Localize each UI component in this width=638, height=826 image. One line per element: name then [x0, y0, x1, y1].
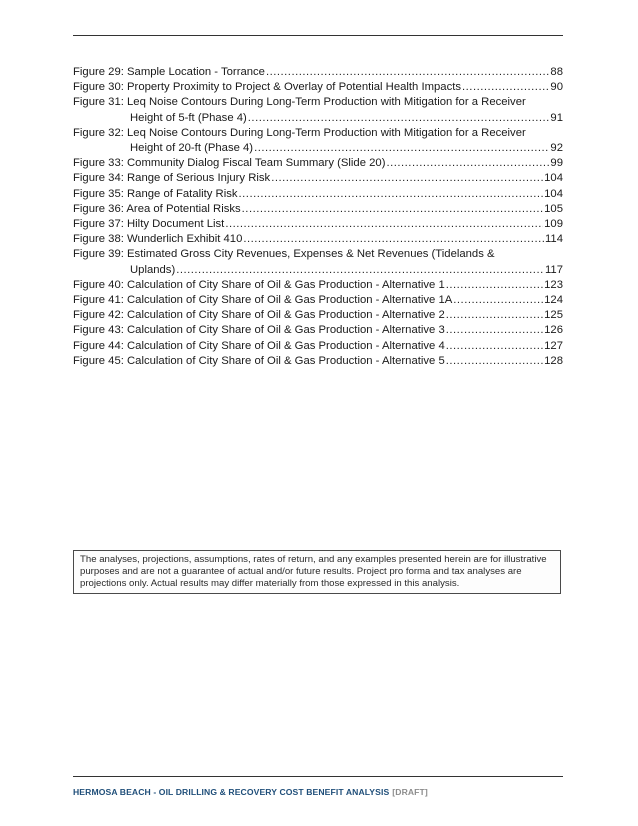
toc-entry[interactable]	[73, 156, 563, 171]
toc-entry-label	[73, 354, 445, 369]
dot-leader	[386, 156, 549, 171]
toc-entry-label	[73, 171, 270, 186]
page-number: 127	[544, 339, 563, 352]
disclaimer-box	[73, 550, 561, 594]
table-of-figures	[73, 65, 563, 369]
figure-title: Calculation of City Share of Oil & Gas Production - Alternative 5	[127, 354, 445, 367]
dot-leader	[243, 232, 544, 247]
toc-entry[interactable]	[73, 354, 563, 369]
footer	[73, 787, 428, 797]
page-number: 99	[550, 157, 563, 170]
toc-entry-label	[73, 293, 452, 308]
toc-entry[interactable]	[73, 232, 563, 247]
page-number: 126	[544, 324, 563, 337]
header-rule	[73, 35, 563, 36]
page-number: 114	[544, 233, 563, 246]
footer-title: HERMOSA BEACH - OIL DRILLING & RECOVERY COST BENEFIT ANALYSIS	[73, 787, 390, 797]
figure-number: Figure 29:	[73, 66, 124, 78]
toc-entry[interactable]	[73, 293, 563, 308]
figure-title: Calculation of City Share of Oil & Gas Production - Alternative 3	[127, 324, 445, 337]
toc-entry[interactable]	[73, 171, 563, 186]
figure-title: Community Dialog Fiscal Team Summary (Slide 20)	[127, 157, 386, 170]
figure-number: Figure 43:	[73, 324, 124, 337]
toc-entry[interactable]	[73, 202, 563, 217]
toc-entry-row	[73, 354, 563, 369]
figure-number: Figure 32:	[73, 126, 124, 139]
figure-number: Figure 37:	[73, 218, 124, 231]
toc-entry-label	[73, 156, 385, 171]
toc-entry-label	[73, 232, 242, 247]
toc-entry-row	[73, 293, 563, 308]
toc-entry-label	[73, 187, 238, 202]
page-number: 92	[550, 142, 563, 155]
figure-number: Figure 33:	[73, 157, 124, 170]
toc-entry-label	[73, 323, 445, 338]
figure-number: Figure 31:	[73, 96, 124, 109]
toc-entry-row	[73, 111, 563, 126]
dot-leader	[446, 278, 543, 293]
figure-title: Calculation of City Share of Oil & Gas Production - Alternative 1A	[127, 294, 453, 307]
toc-entry[interactable]	[73, 126, 563, 156]
page-number: 88	[550, 66, 563, 78]
figure-number: Figure 42:	[73, 309, 124, 322]
footer-draft-tag: [DRAFT]	[392, 787, 428, 797]
toc-entry-row	[73, 156, 563, 171]
disclaimer-text: The analyses, projections, assumptions, rates of return, and any examples presented herein are for illustrative purposes and are not a guarantee of actual and/or future results. Project pro forma and tax analyses are projections only. Actual results may differ materially from those expressed in this analysis.	[80, 554, 547, 589]
page-number: 123	[544, 278, 563, 291]
toc-entry-label	[73, 202, 241, 217]
dot-leader	[248, 111, 550, 126]
toc-entry[interactable]	[73, 217, 563, 232]
page-number: 104	[544, 187, 563, 200]
toc-entry-label	[73, 126, 526, 141]
page-number: 109	[544, 218, 563, 231]
toc-entry-label	[73, 339, 445, 354]
dot-leader	[462, 80, 549, 95]
dot-leader	[239, 187, 544, 202]
page-number: 105	[544, 202, 563, 215]
page-number: 104	[544, 172, 563, 185]
figure-number: Figure 40:	[73, 278, 124, 291]
toc-entry-row	[73, 80, 563, 95]
figure-title: Estimated Gross City Revenues, Expenses & Net Revenues (Tidelands &	[127, 248, 495, 261]
figure-title-continued: Height of 20-ft (Phase 4)	[130, 142, 254, 155]
figure-number: Figure 44:	[73, 339, 124, 352]
figure-number: Figure 36:	[73, 202, 124, 215]
dot-leader	[271, 171, 543, 186]
toc-entry-row	[73, 171, 563, 186]
figure-title: Calculation of City Share of Oil & Gas Production - Alternative 4	[127, 339, 445, 352]
toc-entry[interactable]	[73, 80, 563, 95]
dot-leader	[225, 217, 543, 232]
dot-leader	[176, 263, 544, 278]
toc-entry-label	[73, 278, 445, 293]
figure-number: Figure 41:	[73, 294, 124, 307]
toc-entry[interactable]	[73, 95, 563, 125]
toc-entry-row	[73, 263, 563, 278]
toc-entry-row	[73, 217, 563, 232]
toc-entry[interactable]	[73, 187, 563, 202]
toc-entry[interactable]	[73, 65, 563, 80]
figure-title: Calculation of City Share of Oil & Gas Production - Alternative 1	[127, 278, 445, 291]
toc-entry-label	[73, 247, 495, 262]
figure-title: Range of Serious Injury Risk	[127, 172, 271, 185]
toc-entry-row	[73, 95, 563, 110]
toc-entry[interactable]	[73, 323, 563, 338]
toc-entry-row	[73, 323, 563, 338]
figure-title: Leq Noise Contours During Long-Term Production with Mitigation for a Receiver	[127, 96, 526, 109]
toc-entry-row	[73, 126, 563, 141]
figure-number: Figure 38:	[73, 233, 124, 246]
dot-leader	[266, 65, 549, 80]
figure-number: Figure 39:	[73, 248, 124, 261]
dot-leader	[242, 202, 543, 217]
figure-title: Property Proximity to Project & Overlay of Potential Health Impacts	[127, 81, 462, 94]
figure-title-continued: Uplands)	[130, 263, 176, 276]
page-number: 125	[544, 309, 563, 322]
page-number: 90	[550, 81, 563, 94]
figure-title: Wunderlich Exhibit 410	[127, 233, 243, 246]
figure-number: Figure 35:	[73, 187, 124, 200]
footer-rule	[73, 776, 563, 777]
figure-title: Leq Noise Contours During Long-Term Production with Mitigation for a Receiver	[127, 126, 526, 139]
figure-title: Hilty Document List	[127, 218, 225, 231]
dot-leader	[446, 323, 543, 338]
toc-entry-row	[73, 308, 563, 323]
figure-title-continued: Height of 5-ft (Phase 4)	[130, 111, 247, 124]
toc-entry-row	[73, 202, 563, 217]
toc-entry-row	[73, 232, 563, 247]
toc-entry-label	[73, 80, 461, 95]
dot-leader	[446, 339, 543, 354]
toc-entry-row	[73, 339, 563, 354]
figure-title: Sample Location - Torrance	[127, 66, 265, 78]
toc-entry[interactable]	[73, 278, 563, 293]
toc-entry-label	[73, 308, 445, 323]
toc-entry-label	[73, 217, 224, 232]
page-number: 124	[544, 294, 563, 307]
page-number: 128	[544, 354, 563, 367]
toc-entry-row	[73, 141, 563, 156]
figure-number: Figure 34:	[73, 172, 124, 185]
page-number: 117	[544, 263, 563, 276]
toc-entry-label	[73, 65, 265, 80]
toc-entry[interactable]	[73, 308, 563, 323]
dot-leader	[254, 141, 549, 156]
toc-entry[interactable]	[73, 247, 563, 277]
toc-entry-row	[73, 187, 563, 202]
toc-entry-row	[73, 247, 563, 262]
toc-entry-row	[73, 278, 563, 293]
toc-entry-row	[73, 65, 563, 80]
toc-entry[interactable]	[73, 339, 563, 354]
figure-number: Figure 45:	[73, 354, 124, 367]
dot-leader	[446, 308, 543, 323]
figure-title: Range of Fatality Risk	[127, 187, 238, 200]
dot-leader	[453, 293, 543, 308]
page-number: 91	[550, 111, 563, 124]
figure-title: Calculation of City Share of Oil & Gas Production - Alternative 2	[127, 309, 445, 322]
toc-entry-label	[73, 95, 526, 110]
dot-leader	[446, 354, 543, 369]
figure-number: Figure 30:	[73, 81, 124, 94]
figure-title: Area of Potential Risks	[126, 202, 241, 215]
